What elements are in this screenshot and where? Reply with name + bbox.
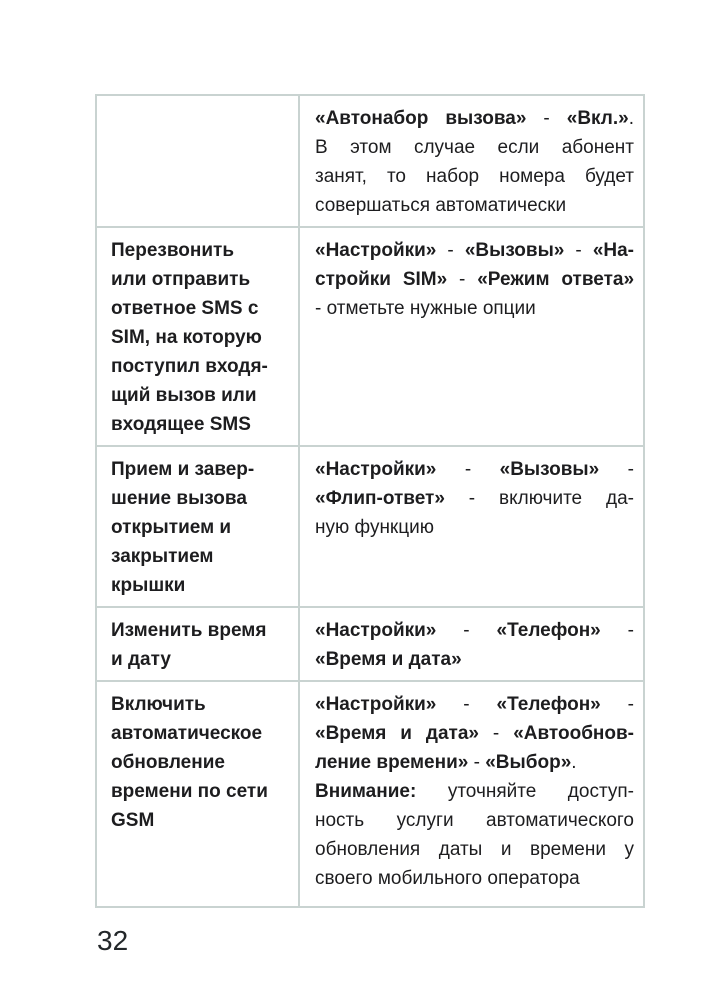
- instruction-line: [315, 236, 634, 265]
- instruction-line: [315, 265, 634, 294]
- instruction-line: [315, 133, 634, 162]
- instruction-line: [315, 645, 634, 674]
- table-row: [97, 445, 643, 606]
- menu-path-segment: «На-: [592, 240, 634, 261]
- instruction-line: [315, 864, 634, 893]
- task-line: Прием и завер-: [111, 459, 255, 480]
- menu-path-segment: «Вызовы»: [464, 240, 565, 261]
- instruction-text: - отметьте нужные опции: [315, 298, 536, 319]
- table-row: [97, 96, 643, 226]
- instruction-text: - включите да-: [444, 488, 634, 509]
- instruction-line: [315, 455, 634, 484]
- task-line: открытием и: [111, 517, 232, 538]
- task-line: времени по сети: [111, 781, 268, 802]
- task-line: GSM: [111, 810, 155, 831]
- menu-path-segment: Внимание:: [315, 781, 417, 802]
- task-cell: [97, 682, 300, 906]
- instruction-line: [315, 162, 634, 191]
- instruction-text: -: [478, 723, 514, 744]
- instruction-text: ную функцию: [315, 517, 434, 538]
- menu-path-segment: стройки SIM»: [315, 269, 448, 290]
- table-row: [97, 226, 643, 445]
- page-number: 32: [97, 925, 129, 956]
- instruction-line: [315, 484, 634, 513]
- task-cell: [97, 447, 300, 606]
- instruction-line: [315, 104, 634, 133]
- menu-path-segment: «Автонабор вызова»: [315, 108, 527, 129]
- instruction-line: [315, 690, 634, 719]
- instruction-text: ность услуги автоматического: [315, 810, 634, 831]
- instruction-text: -: [600, 694, 634, 715]
- task-line: SIM, на которую: [111, 327, 262, 348]
- instruction-text: совершаться автоматически: [315, 195, 567, 216]
- menu-path-segment: «Вкл.»: [566, 108, 629, 129]
- menu-path-segment: «Телефон»: [496, 694, 601, 715]
- settings-table: [95, 94, 645, 908]
- task-line: Изменить время: [111, 620, 267, 641]
- task-line: и дату: [111, 649, 171, 670]
- menu-path-segment: «Время и дата»: [315, 723, 479, 744]
- instruction-line: [315, 191, 634, 220]
- instruction-line: [315, 616, 634, 645]
- instruction-text: .: [571, 752, 577, 773]
- task-line: шение вызова: [111, 488, 247, 509]
- task-line: поступил входя-: [111, 356, 268, 377]
- instruction-text: -: [447, 269, 478, 290]
- instruction-text: -: [436, 240, 465, 261]
- menu-path-segment: «Режим ответа»: [477, 269, 635, 290]
- menu-path-segment: «Настройки»: [315, 620, 437, 641]
- task-line: автоматическое: [111, 723, 263, 744]
- task-line: ответное SMS с: [111, 298, 259, 319]
- instruction-line: [315, 719, 634, 748]
- instruction-line: [315, 294, 634, 323]
- task-cell: [97, 96, 300, 226]
- menu-path-segment: «Настройки»: [315, 459, 437, 480]
- instruction-line: [315, 777, 634, 806]
- menu-path-segment: «Вызовы»: [499, 459, 600, 480]
- menu-path-segment: «Настройки»: [315, 240, 437, 261]
- instruction-text: -: [600, 620, 634, 641]
- instruction-text: своего мобильного оператора: [315, 868, 580, 889]
- instruction-text: -: [468, 752, 486, 773]
- instruction-text: В этом случае если абонент: [315, 137, 634, 158]
- task-line: Включить: [111, 694, 206, 715]
- menu-path-segment: «Настройки»: [315, 694, 437, 715]
- task-line: входящее SMS: [111, 414, 251, 435]
- instruction-text: -: [599, 459, 635, 480]
- task-line: обновление: [111, 752, 225, 773]
- instruction-cell: [300, 447, 643, 606]
- task-line: или отправить: [111, 269, 251, 290]
- task-cell: [97, 228, 300, 445]
- menu-path-segment: «Время и дата»: [315, 649, 462, 670]
- instruction-text: -: [436, 459, 500, 480]
- instruction-cell: [300, 682, 643, 906]
- instruction-text: -: [436, 620, 497, 641]
- instruction-cell: [300, 228, 643, 445]
- instruction-line: [315, 513, 634, 542]
- instruction-text: -: [436, 694, 497, 715]
- instruction-cell: [300, 96, 643, 226]
- menu-path-segment: ление времени»: [315, 752, 469, 773]
- instruction-text: .: [628, 108, 634, 129]
- menu-path-segment: «Выбор»: [485, 752, 572, 773]
- menu-path-segment: «Телефон»: [496, 620, 601, 641]
- instruction-text: занят, то набор номера будет: [315, 166, 634, 187]
- instruction-text: уточняйте доступ-: [416, 781, 634, 802]
- table-row: [97, 606, 643, 680]
- task-line: щий вызов или: [111, 385, 257, 406]
- menu-path-segment: «Флип-ответ»: [315, 488, 445, 509]
- task-line: закрытием: [111, 546, 214, 567]
- task-line: Перезвонить: [111, 240, 235, 261]
- instruction-line: [315, 748, 634, 777]
- instruction-line: [315, 835, 634, 864]
- task-line: крышки: [111, 575, 186, 596]
- instruction-line: [315, 806, 634, 835]
- instruction-cell: [300, 608, 643, 680]
- instruction-text: -: [526, 108, 567, 129]
- task-cell: [97, 608, 300, 680]
- instruction-text: обновления даты и времени у: [315, 839, 634, 860]
- menu-path-segment: «Автообнов-: [513, 723, 635, 744]
- instruction-text: -: [564, 240, 593, 261]
- table-row: [97, 680, 643, 906]
